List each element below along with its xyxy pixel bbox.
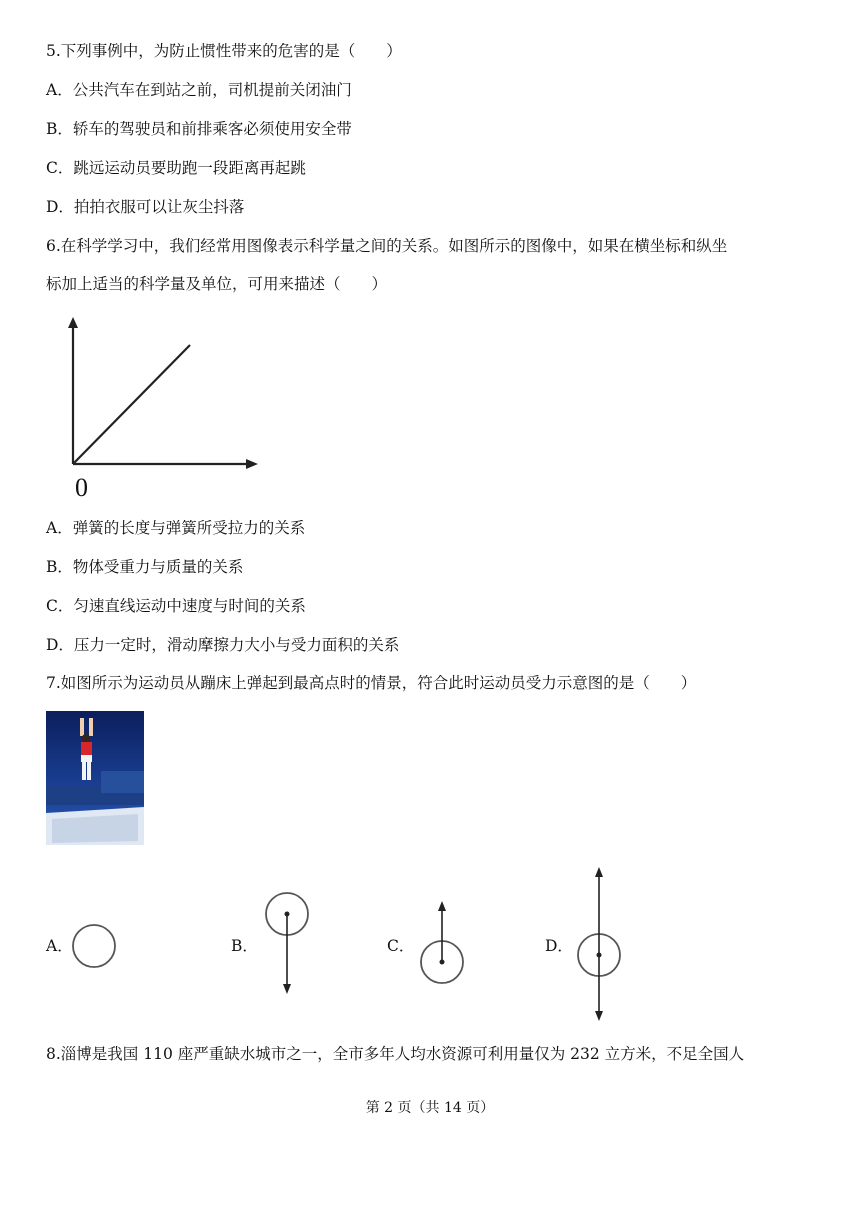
q6-option-c: C．匀速直线运动中速度与时间的关系 — [46, 597, 306, 615]
q5-option-c: C．跳远运动员要助跑一段距离再起跳 — [46, 159, 306, 177]
q6-linear-graph — [60, 312, 270, 502]
y-axis — [68, 317, 78, 464]
q5-stem: 5.下列事例中，为防止惯性带来的危害的是（ ） — [46, 42, 402, 60]
page-footer: 第 2 页（共 14 页） — [365, 1100, 495, 1116]
q5-option-b: B．轿车的驾驶员和前排乘客必须使用安全带 — [46, 120, 352, 138]
q7-diagram-b — [260, 888, 316, 1000]
q6-option-b: B．物体受重力与质量的关系 — [46, 558, 244, 576]
q6-option-d: D．压力一定时，滑动摩擦力大小与受力面积的关系 — [46, 636, 400, 654]
q6-option-a: A．弹簧的长度与弹簧所受拉力的关系 — [46, 519, 306, 537]
proportional-line — [73, 345, 190, 464]
upward-arrow — [595, 867, 603, 955]
athlete-circle — [73, 925, 115, 967]
q5-option-a: A．公共汽车在到站之前，司机提前关闭油门 — [46, 81, 352, 99]
x-axis — [73, 459, 258, 469]
q7-option-a-label: A． — [46, 937, 73, 955]
gravity-arrow — [283, 914, 291, 994]
origin-label: 0 — [75, 473, 88, 502]
q7-diagram-a — [70, 922, 120, 972]
q6-stem-line2: 标加上适当的科学量及单位，可用来描述（ ） — [46, 275, 388, 293]
upward-arrow — [438, 901, 446, 962]
q7-diagram-d — [572, 862, 628, 1026]
q7-stem: 7.如图所示为运动员从蹦床上弹起到最高点时的情景，符合此时运动员受力示意图的是（ ） — [46, 674, 697, 692]
trampoline-photo — [46, 711, 144, 845]
q6-stem-line1: 6.在科学学习中，我们经常用图像表示科学量之间的关系。如图所示的图像中，如果在横坐标和纵坐 — [46, 237, 728, 255]
q5-option-d: D．拍拍衣服可以让灰尘抖落 — [46, 198, 245, 216]
q7-diagram-c — [414, 896, 470, 988]
q7-option-d-label: D． — [545, 937, 573, 955]
q7-option-c-label: C． — [387, 937, 415, 955]
downward-arrow — [595, 955, 603, 1021]
q8-stem: 8.淄博是我国 110 座严重缺水城市之一，全市多年人均水资源可利用量仅为 232 立方米，不足全国人 — [46, 1045, 745, 1063]
q7-option-b-label: B． — [231, 937, 258, 955]
